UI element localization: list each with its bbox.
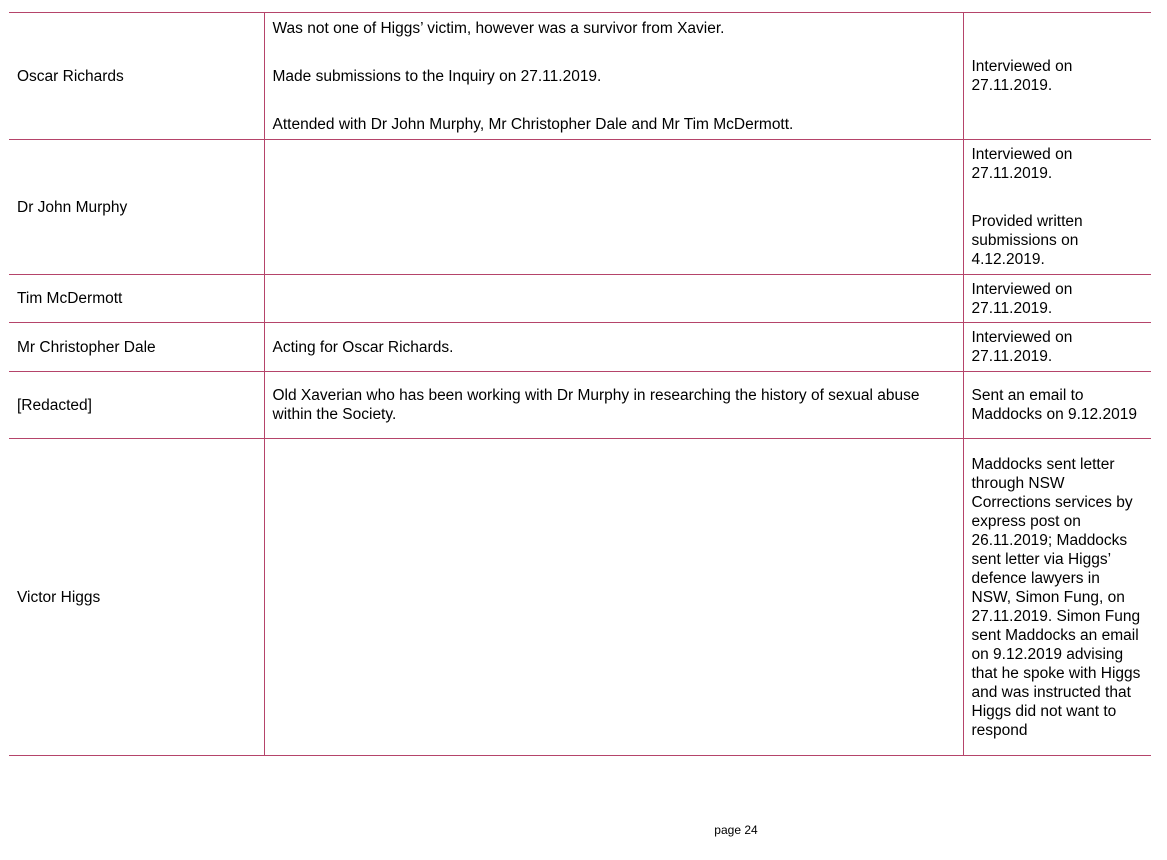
table-row [9, 140, 1151, 275]
status-cell [963, 275, 1151, 323]
status-paragraph: Interviewed on 27.11.2019. [971, 329, 1073, 365]
status-cell [963, 372, 1151, 439]
detail-paragraph: Made submissions to the Inquiry on 27.11.2019. [272, 68, 602, 85]
status-paragraph: Interviewed on 27.11.2019. [971, 280, 1073, 317]
details-cell [264, 323, 963, 372]
person-name-cell: Tim McDermott [9, 275, 264, 323]
table-row [9, 323, 1151, 372]
details-cell [264, 372, 963, 439]
table-row [9, 372, 1151, 439]
person-name-cell: [Redacted] [9, 372, 264, 439]
detail-paragraph: Acting for Oscar Richards. [272, 338, 454, 356]
detail-paragraph: Attended with Dr John Murphy, Mr Christopher Dale and Mr Tim McDermott. [272, 116, 794, 133]
status-cell [963, 439, 1151, 756]
status-cell [963, 323, 1151, 372]
status-paragraph: Maddocks sent letter through NSW Corrections services by express post on 26.11.2019; Maddocks sent letter via Higgs’ defence lawyers in NSW, Simon Fung, on 27.11.2019. Simon Fung sent Maddocks an email on 9.12.2019 advising that he spoke with Higgs and was instructed that Higgs did not want to respond [971, 455, 1141, 739]
person-name-cell: Oscar Richards [9, 13, 264, 140]
details-cell [264, 13, 963, 140]
status-paragraph: Interviewed on 27.11.2019. [971, 58, 1073, 94]
table-row [9, 439, 1151, 756]
person-name-cell: Dr John Murphy [9, 140, 264, 275]
status-cell [963, 13, 1151, 140]
table-row [9, 275, 1151, 323]
page-number: page 24 [714, 823, 758, 837]
person-name-cell: Mr Christopher Dale [9, 323, 264, 372]
status-paragraph: Provided written submissions on 4.12.2019. [971, 213, 1083, 268]
details-cell [264, 275, 963, 323]
person-name-cell: Victor Higgs [9, 439, 264, 756]
details-cell [264, 439, 963, 756]
status-paragraph: Interviewed on 27.11.2019. [971, 146, 1073, 182]
submissions-table [9, 12, 1151, 756]
details-cell [264, 140, 963, 275]
status-cell [963, 140, 1151, 275]
table-row [9, 13, 1151, 140]
status-paragraph: Sent an email to Maddocks on 9.12.2019 [971, 387, 1137, 423]
detail-paragraph: Was not one of Higgs’ victim, however was a survivor from Xavier. [272, 20, 725, 37]
detail-paragraph: Old Xaverian who has been working with Dr Murphy in researching the history of sexual abuse within the Society. [272, 387, 920, 423]
